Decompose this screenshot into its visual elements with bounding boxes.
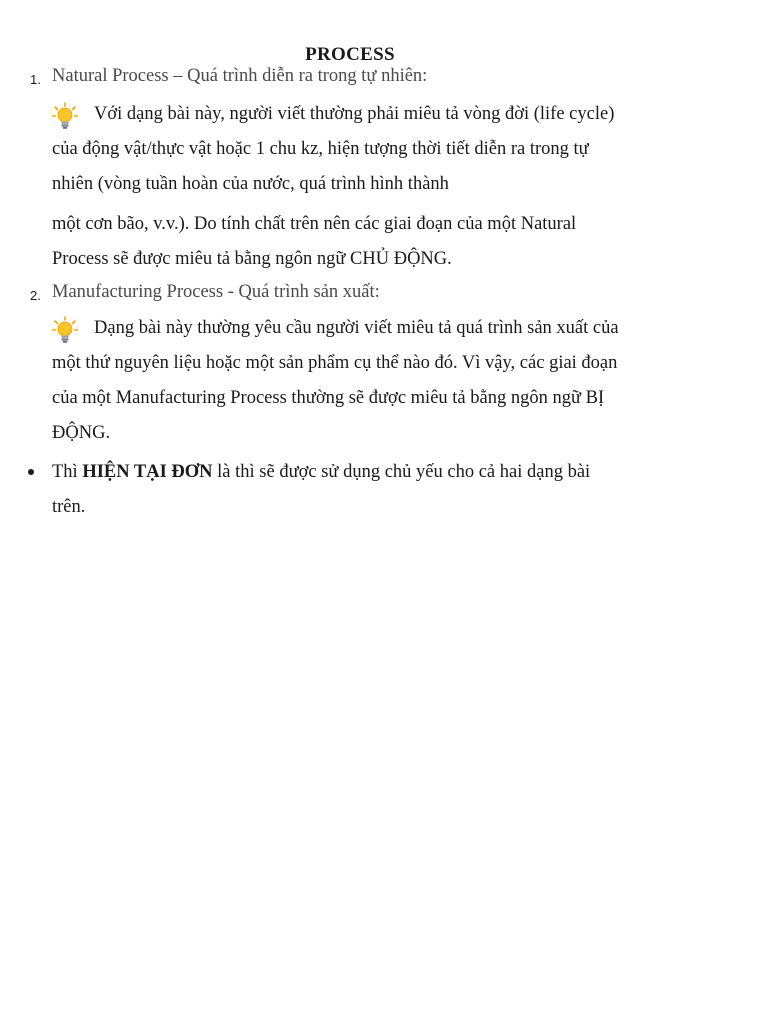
bullet-paragraph [52,455,649,525]
section-1-paragraph-continued [52,207,649,277]
section-1-paragraph [52,97,649,202]
section-2-paragraph [52,311,649,451]
paragraph-line: Dạng bài này thường yêu cầu người viết miêu tả quá trình sản xuất của [94,318,619,338]
paragraph-line: Process sẽ được miêu tả bằng ngôn ngữ CHỦ ĐỘNG. [52,249,452,269]
bold-term: HIỆN TẠI ĐƠN [82,462,213,482]
section-2-heading: Manufacturing Process - Quá trình sản xuất: [52,282,380,302]
paragraph-line: một thứ nguyên liệu hoặc một sản phẩm cụ thể nào đó. Vì vậy, các giai đoạn [52,353,618,373]
paragraph-line: của một Manufacturing Process thường sẽ được miêu tả bằng ngôn ngữ BỊ [52,388,605,408]
page-title: PROCESS [305,44,395,65]
section-1-number: 1. [30,72,41,87]
section-1-heading: Natural Process – Quá trình diễn ra trong tự nhiên: [52,66,428,86]
paragraph-line: trên. [52,497,86,517]
paragraph-line: Thì HIỆN TẠI ĐƠN là thì sẽ được sử dụng chủ yếu cho cả hai dạng bài [52,462,591,482]
paragraph-line: ĐỘNG. [52,423,111,443]
section-2-number: 2. [30,288,41,303]
bullet-dot [28,469,34,475]
paragraph-line: một cơn bão, v.v.). Do tính chất trên nên các giai đoạn của một Natural [52,214,577,234]
paragraph-line: của động vật/thực vật hoặc 1 chu kz, hiện tượng thời tiết diễn ra trong tự [52,139,589,159]
paragraph-line: Với dạng bài này, người viết thường phải miêu tả vòng đời (life cycle) [94,104,615,124]
paragraph-line: nhiên (vòng tuần hoàn của nước, quá trình hình thành [52,174,449,194]
